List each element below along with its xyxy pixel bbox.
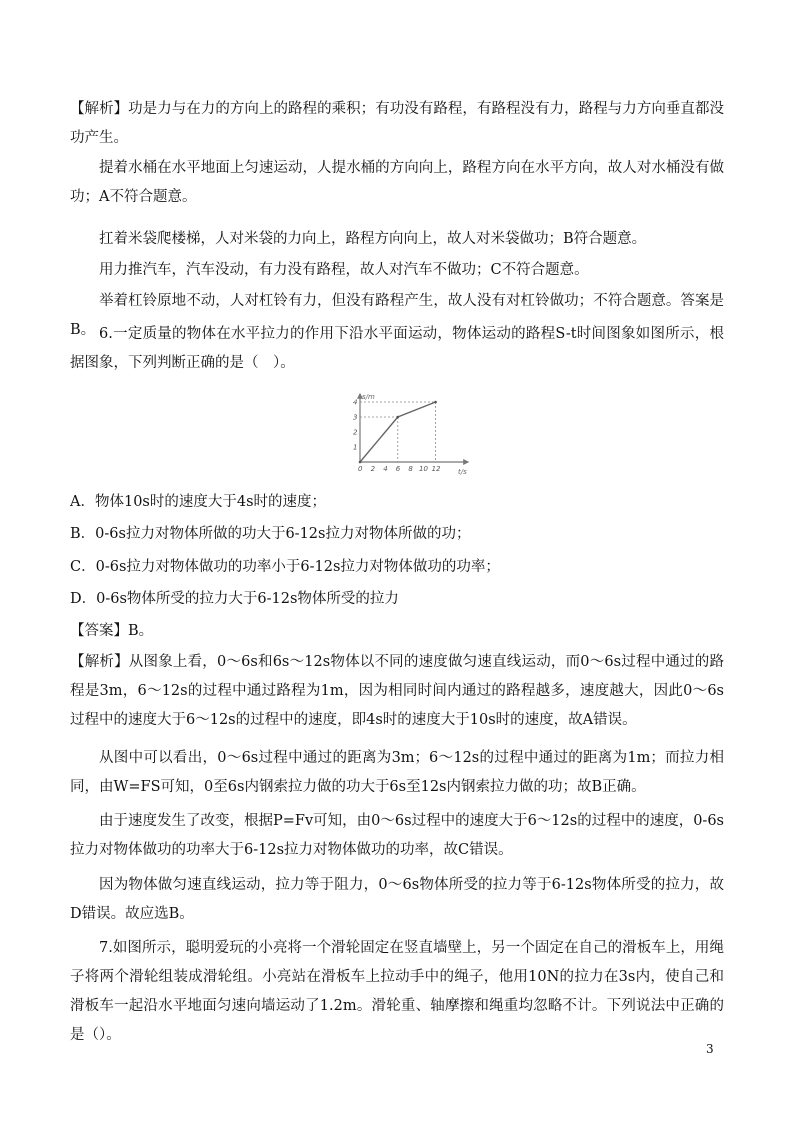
y-axis-label: s/m [362,393,375,401]
x-tick-label: 0 [358,465,363,473]
x-tick-label: 4 [383,465,388,473]
analysis-option-c: 用力推汽车，汽车没动，有力没有路程，故人对汽车不做功；C不符合题意。 [99,262,589,278]
analysis-option-a: 提着水桶在水平地面上匀速运动，人提水桶的方向向上，路程方向在水平方向，故人对水桶没有做功；A不符合题意。 [70,160,724,205]
distance-time-graph [342,390,472,476]
graph-guide-lines [360,402,436,462]
x-tick-label: 10 [419,465,428,473]
option-d: D．0-6s物体所受的拉力大于6-12s物体所受的拉力 [70,591,399,607]
y-tick-label: 1 [353,443,358,452]
analysis-option-d: 举着杠铃原地不动，人对杠铃有力，但没有路程产生，故人没有对杠铃做功；不符合题意。答案是B。 [70,293,724,338]
y-tick-label: 4 [353,398,358,407]
question-7-stem: 7.如图所示，聪明爱玩的小亮将一个滑轮固定在竖直墙壁上，另一个固定在自己的滑板车上，用绳子将两个滑轮组装成滑轮组。小亮站在滑板车上拉动手中的绳子，他用10N的拉力在3s内，使自己和滑板车一起沿水平地面匀速向墙运动了1.2m。滑轮重、轴摩擦和绳重均忽略不计。下列说法中正确的是（）。 [70,940,724,1043]
option-c: C．0-6s拉力对物体做功的功率小于6-12s拉力对物体做功的功率； [70,559,500,575]
graph-axes [360,394,468,462]
page-number: 3 [706,1042,714,1056]
analysis-q6-part1: 【解析】从图象上看，0～6s和6s～12s物体以不同的速度做匀速直线运动，而0～6s过程中通过的路程是3m，6～12s的过程中通过路程为1m，因为相同时间内通过的路程越多，速度越大，因此0～6s过程中的速度大于6～12s的过程中的速度，即4s时的速度大于10s时的速度，故A错误。 [70,654,724,728]
data-point [434,401,437,404]
analysis-option-b: 扛着米袋爬楼梯，人对米袋的力向上，路程方向向上，故人对米袋做功；B符合题意。 [99,231,647,247]
x-tick-label: 6 [395,465,401,473]
analysis-q6-part2: 从图中可以看出，0～6s过程中通过的距离为3m；6～12s的过程中通过的距离为1m；而拉力相同，由W=FS可知，0至6s内钢索拉力做的功大于6s至12s内钢索拉力做的功；故B正确。 [70,750,724,795]
analysis-paragraph-1: 【解析】功是力与在力的方向上的路程的乘积；有功没有路程，有路程没有力，路程与力方向垂直都没功产生。 [70,101,724,146]
y-tick-label: 2 [353,428,358,437]
analysis-q6-part3: 由于速度发生了改变，根据P=Fv可知，由0～6s过程中的速度大于6～12s的过程中的速度，0-6s拉力对物体做功的功率大于6-12s拉力对物体做功的功率，故C错误。 [70,813,724,858]
y-tick-label: 3 [353,413,358,422]
x-tick-label: 2 [370,465,376,473]
x-tick-label: 8 [408,465,413,473]
option-a: A．物体10s时的速度大于4s时的速度； [70,494,327,510]
question-6-stem: 6.一定质量的物体在水平拉力的作用下沿水平面运动，物体运动的路程S-t时间图象如图所示，根据图象，下列判断正确的是（ ）。 [70,326,724,371]
answer-label: 【答案】B。 [70,623,154,639]
x-tick-label: 12 [431,465,441,473]
data-point [359,461,362,464]
option-b: B．0-6s拉力对物体所做的功大于6-12s拉力对物体所做的功； [70,526,471,542]
x-axis-label: t/s [458,468,467,476]
data-point [397,416,400,419]
analysis-q6-part4: 因为物体做匀速直线运动，拉力等于阻力，0～6s物体所受的拉力等于6-12s物体所受的拉力，故D错误。故应选B。 [70,877,724,922]
